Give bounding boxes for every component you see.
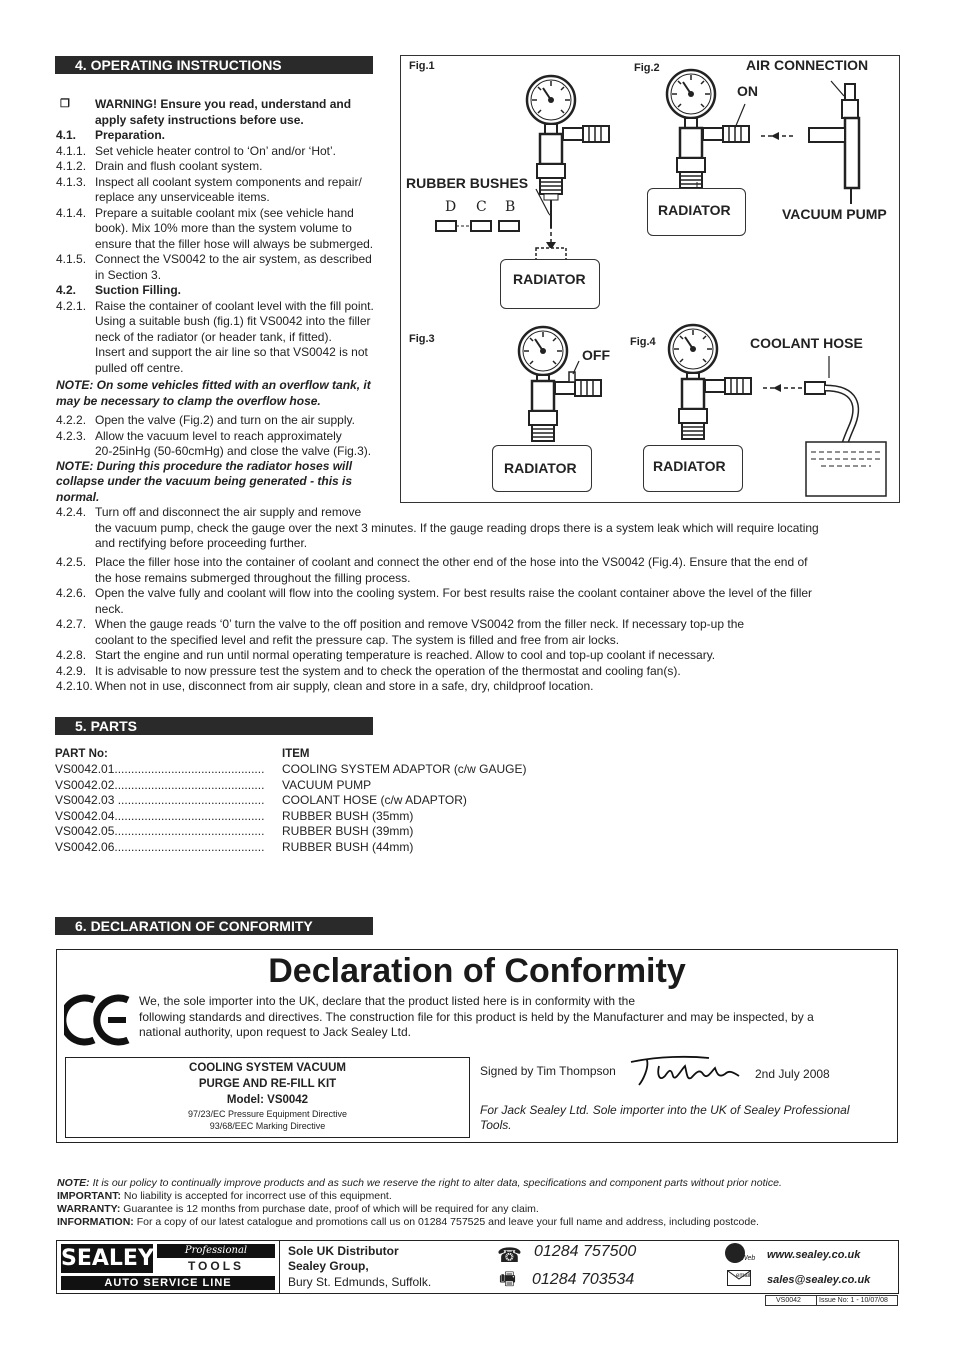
footer-important-text: No liability is accepted for incorrect use of this equipment.: [120, 1190, 392, 1202]
radiator-fig2: [647, 188, 746, 236]
step-number: 4.2.1.: [56, 298, 87, 313]
footer-note-text: It is our policy to continually improve products and as such we reserve the right to alter data, specifications and component parts without prior notice.: [89, 1177, 782, 1189]
step-text: Preparation.: [95, 128, 166, 142]
fig4-label: Fig.4: [630, 336, 656, 348]
distributor-line-3: Bury St. Edmunds, Suffolk.: [288, 1275, 432, 1289]
part-number: VS0042.05.............................................: [55, 824, 265, 838]
radiator-label-fig3: RADIATOR: [504, 460, 577, 476]
declaration-box: [56, 949, 898, 1143]
step-text: Open the valve (Fig.2) and turn on the air supply.: [95, 413, 355, 427]
step-text: When not in use, disconnect from air supply, clean and store in a safe, dry, childproof location.: [95, 679, 594, 693]
footer-info-label: INFORMATION:: [57, 1216, 134, 1228]
radiator-label-fig4: RADIATOR: [653, 458, 726, 474]
step-number: 4.2.4.: [56, 505, 87, 519]
bush-letter-d: D: [445, 199, 457, 215]
coolant-hose-drawing: [805, 382, 886, 496]
logo-professional: Professional: [157, 1244, 275, 1258]
part-item: RUBBER BUSH (44mm): [282, 839, 414, 854]
air-connection-label: AIR CONNECTION: [746, 57, 869, 73]
step-number: 4.2.3.: [56, 428, 87, 443]
product-box: [65, 1057, 470, 1138]
footer-information: [57, 1216, 759, 1230]
product-name-line-2: PURGE AND RE-FILL KIT: [198, 1078, 337, 1090]
bush-letter-c: C: [476, 199, 487, 215]
radiator-label-fig2: RADIATOR: [658, 202, 731, 218]
footer-important: [57, 1190, 392, 1204]
radiator-fig3: [492, 445, 592, 492]
directive-2: 93/68/EEC Marking Directive: [209, 1121, 326, 1131]
step-text: Open the valve fully and coolant will flow into the cooling system. For best results raise the coolant container above the level of the filler: [95, 586, 813, 600]
fig2-label: Fig.2: [634, 62, 660, 74]
step-text: Start the engine and run until normal operating temperature is reached. Allow to cool and top-up coolant if necessary.: [95, 648, 716, 662]
part-number: VS0042.03 ............................................: [55, 793, 265, 807]
step-text: Raise the container of coolant level with the fill point.: [95, 298, 374, 313]
step-text: neck of the radiator (or header tank, if fitted).: [95, 329, 332, 344]
part-number: VS0042.04.............................................: [55, 808, 265, 823]
declaration-para-line-2: following standards and directives. The construction file for this product is held by the Manufacturer and may be inspected, by a: [139, 1010, 814, 1024]
radiator-fig1: [500, 259, 600, 309]
logo-sealey: SEALEY: [61, 1246, 154, 1271]
note-overflow-line-2: may be necessary to clamp the overflow hose.: [56, 394, 321, 408]
step-text: Drain and flush coolant system.: [95, 159, 263, 173]
product-code: VS0042: [776, 1297, 801, 1304]
sealey-logo: [57, 1241, 280, 1293]
step-number: 4.1.1.: [56, 143, 87, 158]
part-number: VS0042.02.............................................: [55, 777, 265, 792]
step-text: Allow the vacuum level to reach approximately: [95, 428, 342, 443]
bush-letter-b: B: [505, 199, 516, 215]
fig3-label: Fig.3: [409, 333, 435, 345]
issue-divider: [816, 1296, 817, 1305]
warning-line-2: apply safety instructions before use.: [95, 113, 304, 127]
step-number: 4.1.2.: [56, 159, 87, 173]
declaration-para-line-3: national authority, upon request to Jack Sealey Ltd.: [139, 1025, 411, 1039]
part-item: COOLANT HOSE (c/w ADAPTOR): [282, 793, 467, 807]
step-number: 4.2.5.: [56, 555, 87, 569]
footer-note: [57, 1177, 782, 1191]
step-text: replace any unserviceable items.: [95, 190, 270, 204]
rubber-bushes-drawing: [436, 221, 519, 231]
step-text: Insert and support the air line so that VS0042 is not: [95, 345, 368, 359]
web-link[interactable]: www.sealey.co.uk: [767, 1249, 861, 1261]
fax-icon: 🖷: [499, 1269, 516, 1289]
step-text: book). Mix 10% more than the system volume to: [95, 221, 352, 235]
step-text: Turn off and disconnect the air supply and remove: [95, 505, 362, 519]
radiator-label-fig1: RADIATOR: [513, 271, 586, 287]
part-item: VACUUM PUMP: [282, 777, 372, 792]
footer-warranty-label: WARRANTY:: [57, 1203, 121, 1215]
warning-line-1: WARNING! Ensure you read, understand and: [95, 97, 352, 111]
step-number: 4.1.3.: [56, 174, 87, 189]
note-hoses-line-2: collapse under the vacuum being generated - this is: [56, 474, 353, 488]
part-item: RUBBER BUSH (39mm): [282, 824, 414, 838]
section-6-header: 6. DECLARATION OF CONFORMITY: [55, 917, 373, 935]
web-icon-label: Web: [741, 1255, 756, 1262]
note-hoses-line-1: NOTE: During this procedure the radiator hoses will: [56, 459, 353, 473]
off-label: OFF: [582, 347, 610, 363]
note-hoses-line-3: normal.: [56, 490, 100, 504]
step-text: 20-25inHg (50-60cmHg) and close the valve (Fig.3).: [95, 444, 372, 458]
checkbox-icon: ❐: [60, 98, 70, 110]
step-number: 4.2.6.: [56, 586, 87, 600]
fax-number: 01284 703534: [532, 1271, 635, 1288]
bottom-bar: [56, 1240, 899, 1294]
part-number: VS0042.06.............................................: [55, 839, 265, 854]
fig1-label: Fig.1: [409, 60, 435, 72]
step-number: 4.2.10.: [56, 679, 93, 693]
step-number: 4.2.: [56, 283, 77, 297]
footer-important-label: IMPORTANT:: [57, 1190, 121, 1202]
step-text: the vacuum pump, check the gauge over the next 3 minutes. If the gauge reading drops there is a system leak which will require locating: [95, 520, 819, 535]
product-name-line-1: COOLING SYSTEM VACUUM: [189, 1062, 346, 1074]
section-4-header: 4. OPERATING INSTRUCTIONS: [55, 56, 373, 74]
figures-drawing: [401, 56, 899, 502]
phone-icon: ☎: [497, 1245, 522, 1267]
signed-date: 2nd July 2008: [755, 1067, 830, 1081]
logo-tools: TOOLS: [187, 1259, 245, 1273]
figures-panel: [400, 55, 900, 503]
declaration-para-line-1: We, the sole importer into the UK, declare that the product listed here is in conformity with the: [139, 994, 636, 1008]
for-sealey-line-1: For Jack Sealey Ltd. Sole importer into the UK of Sealey Professional: [480, 1103, 850, 1117]
footer-warranty-text: Guarantee is 12 months from purchase date, proof of which will be required for any claim.: [120, 1203, 539, 1215]
parts-col-item: ITEM: [282, 748, 310, 760]
part-item: COOLING SYSTEM ADAPTOR (c/w GAUGE): [282, 762, 527, 776]
step-number: 4.1.4.: [56, 205, 87, 220]
footer-info-text: For a copy of our latest catalogue and promotions call us on 01284 757525 and leave your full name and address, including postcode.: [133, 1216, 759, 1228]
step-text: Set vehicle heater control to ‘On’ and/or ‘Hot’.: [95, 143, 337, 158]
step-text: It is advisable to now pressure test the system and to check the operation of the thermostat and cooling fan(s).: [95, 663, 681, 678]
step-text: pulled off centre.: [95, 360, 184, 375]
on-label: ON: [737, 83, 758, 99]
footer-note-label: NOTE:: [57, 1177, 90, 1189]
step-number: 4.2.7.: [56, 617, 87, 631]
parts-col-partno: PART No:: [55, 748, 108, 760]
logo-auto-service-line: AUTO SERVICE LINE: [61, 1276, 275, 1290]
step-number: 4.2.9.: [56, 663, 87, 678]
step-number: 4.2.8.: [56, 648, 87, 662]
step-text: ensure that the filler hose will always be submerged.: [95, 236, 374, 251]
part-number: VS0042.01.............................................: [55, 762, 265, 776]
email-icon-label: email: [736, 1273, 751, 1279]
issue-box: [765, 1295, 898, 1306]
distributor-line-1: Sole UK Distributor: [288, 1244, 399, 1258]
step-text: and rectifying before proceeding further.: [95, 536, 308, 550]
step-text: Place the filler hose into the container of coolant and connect the other end of the hose into the VS0042 (Fig.4). Ensure that the end of: [95, 555, 808, 569]
step-text: Connect the VS0042 to the air system, as described: [95, 252, 372, 266]
section-5-header: 5. PARTS: [55, 717, 373, 735]
for-sealey-line-2: Tools.: [480, 1118, 512, 1132]
coolant-hose-label: COOLANT HOSE: [750, 335, 863, 351]
vacuum-pump-label: VACUUM PUMP: [782, 206, 887, 222]
part-item: RUBBER BUSH (35mm): [282, 808, 414, 823]
step-text: the hose remains submerged throughout the filling process.: [95, 570, 411, 585]
declaration-heading: Declaration of Conformity: [268, 952, 686, 990]
radiator-fig4: [643, 445, 743, 492]
step-text: Prepare a suitable coolant mix (see vehicle hand: [95, 205, 354, 220]
signature-image: [629, 1052, 747, 1090]
signed-by: Signed by Tim Thompson: [480, 1064, 616, 1078]
step-number: 4.1.5.: [56, 252, 87, 266]
step-text: Using a suitable bush (fig.1) fit VS0042 into the filler: [95, 314, 371, 328]
step-number: 4.1.: [56, 128, 77, 142]
issue-number: Issue No: 1 - 10/07/08: [819, 1297, 888, 1304]
directive-1: 97/23/EC Pressure Equipment Directive: [187, 1109, 348, 1119]
step-number: 4.2.2.: [56, 413, 87, 427]
step-text: When the gauge reads ‘0’ turn the valve to the off position and remove VS0042 from the filler neck. If necessary top-up the: [95, 617, 745, 631]
step-text: coolant to the specified level and refit the pressure cap. The system is filled and free from air locks.: [95, 632, 620, 647]
note-overflow-line-1: NOTE: On some vehicles fitted with an overflow tank, it: [56, 378, 371, 392]
ce-mark-icon: [64, 994, 134, 1046]
step-text: in Section 3.: [95, 267, 162, 282]
distributor-line-2: Sealey Group,: [288, 1259, 369, 1273]
phone-number: 01284 757500: [534, 1243, 637, 1260]
email-link[interactable]: sales@sealey.co.uk: [767, 1274, 871, 1286]
step-text: Suction Filling.: [95, 283, 181, 297]
product-model: Model: VS0042: [226, 1094, 309, 1106]
vacuum-pump-drawing: [809, 84, 859, 204]
footer-warranty: [57, 1203, 539, 1217]
rubber-bushes-label: RUBBER BUSHES: [406, 175, 529, 191]
step-text: Inspect all coolant system components and repair/: [95, 174, 362, 189]
step-text: neck.: [95, 601, 124, 616]
